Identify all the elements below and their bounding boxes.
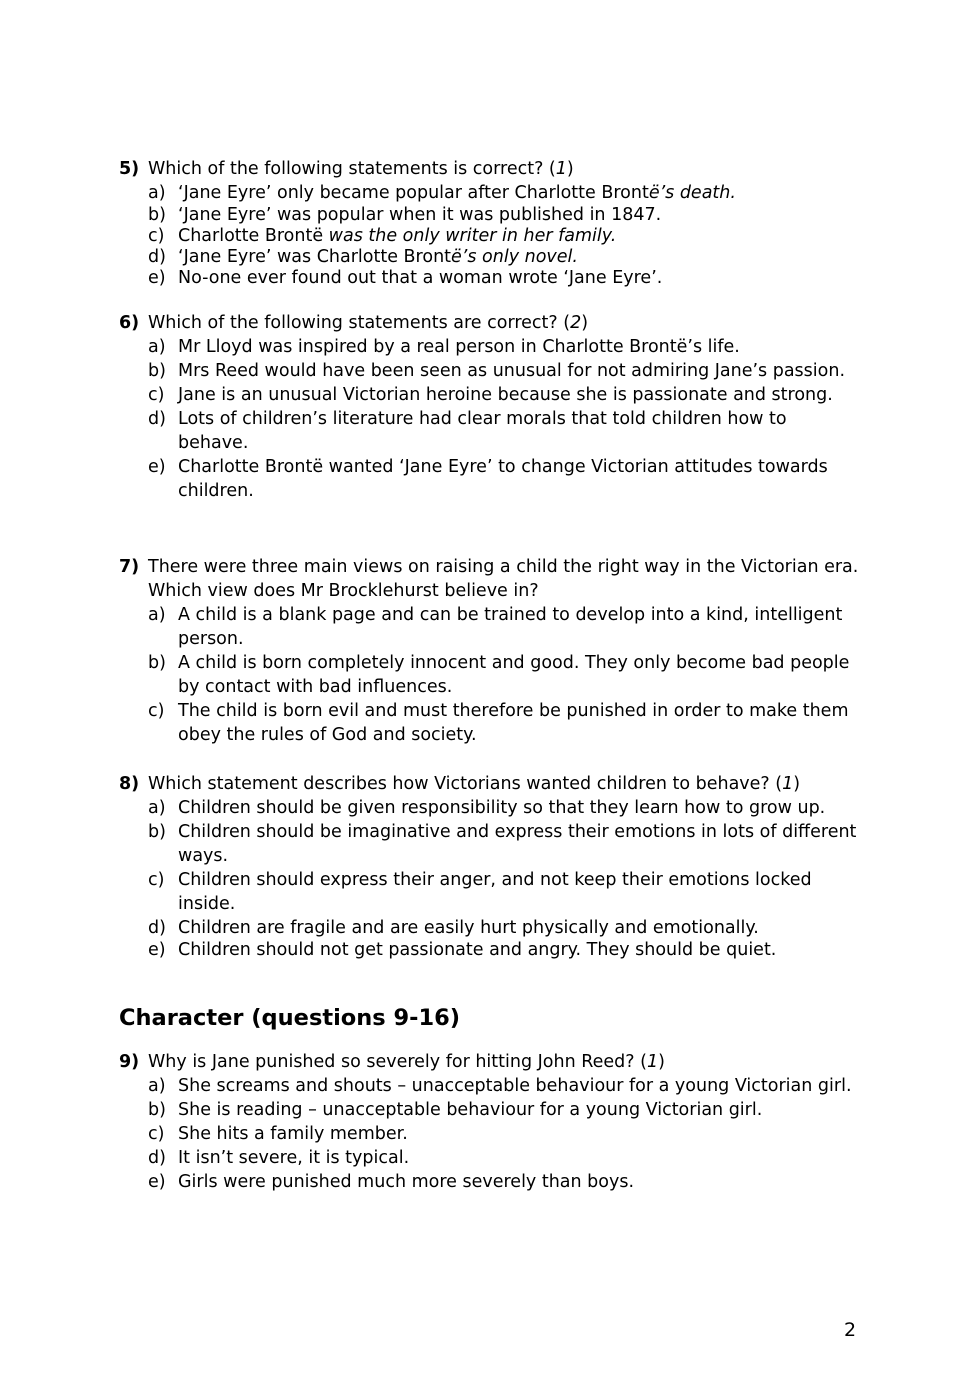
option-letter: b) bbox=[148, 361, 166, 381]
option-text: Children should be given responsibility so that they learn how to grow up. bbox=[178, 798, 826, 818]
option-text: It isn’t severe, it is typical. bbox=[178, 1148, 410, 1168]
option-c bbox=[148, 226, 859, 247]
question-number: 7) bbox=[119, 557, 140, 577]
option-c bbox=[148, 699, 859, 747]
option-text: ‘Jane Eyre’ was Charlotte Brontë’s only novel. bbox=[178, 247, 578, 267]
option-text: Charlotte Brontë wanted ‘Jane Eyre’ to change Victorian attitudes towards children. bbox=[178, 457, 828, 501]
question-7 bbox=[119, 555, 859, 747]
section-heading: Character (questions 9-16) bbox=[119, 1005, 461, 1031]
option-text: ‘Jane Eyre’ only became popular after Charlotte Brontë’s death. bbox=[178, 183, 736, 203]
question-number: 8) bbox=[119, 774, 140, 794]
option-text: Children should not get passionate and angry. They should be quiet. bbox=[178, 940, 777, 960]
option-a bbox=[148, 335, 859, 359]
page-number: 2 bbox=[844, 1319, 857, 1341]
question-text: There were three main views on raising a child the right way in the Victorian era. Which view does Mr Brocklehurst believe in? bbox=[148, 557, 859, 601]
option-c bbox=[148, 1122, 859, 1146]
marks-value: 1 bbox=[555, 159, 567, 179]
option-e bbox=[148, 268, 859, 289]
option-b bbox=[148, 820, 859, 868]
question-5 bbox=[119, 157, 859, 289]
option-text: Children should be imaginative and express their emotions in lots of different ways. bbox=[178, 822, 857, 866]
question-text: Which statement describes how Victorians wanted children to behave? (1) bbox=[148, 774, 801, 794]
question-8 bbox=[119, 772, 859, 961]
option-text: Children are fragile and are easily hurt physically and emotionally. bbox=[178, 918, 759, 938]
option-a bbox=[148, 603, 859, 651]
option-letter: a) bbox=[148, 1076, 166, 1096]
option-a bbox=[148, 181, 859, 205]
option-text: Mrs Reed would have been seen as unusual for not admiring Jane’s passion. bbox=[178, 361, 846, 381]
option-d bbox=[148, 1146, 859, 1170]
question-number: 9) bbox=[119, 1052, 140, 1072]
option-b bbox=[148, 1098, 859, 1122]
option-letter: e) bbox=[148, 1172, 166, 1192]
question-stem bbox=[119, 1050, 859, 1074]
option-letter: a) bbox=[148, 337, 166, 357]
option-letter: c) bbox=[148, 226, 165, 246]
question-stem bbox=[119, 555, 859, 603]
marks-value: 2 bbox=[570, 313, 582, 333]
option-d bbox=[148, 916, 859, 940]
option-letter: a) bbox=[148, 605, 166, 625]
option-letter: b) bbox=[148, 653, 166, 673]
marks-value: 1 bbox=[646, 1052, 659, 1072]
option-text: The child is born evil and must therefore be punished in order to make them obey the rules of God and society. bbox=[178, 701, 849, 745]
question-text: Which of the following statements are correct? (2) bbox=[148, 313, 589, 333]
question-number: 5) bbox=[119, 159, 140, 179]
option-a bbox=[148, 796, 859, 820]
option-letter: a) bbox=[148, 798, 166, 818]
option-text: Charlotte Brontë was the only writer in her family. bbox=[178, 226, 617, 246]
question-stem bbox=[119, 157, 859, 181]
option-text: A child is a blank page and can be trained to develop into a kind, intelligent person. bbox=[178, 605, 843, 649]
option-letter: d) bbox=[148, 918, 166, 938]
option-text: She hits a family member. bbox=[178, 1124, 408, 1144]
option-text: Girls were punished much more severely than boys. bbox=[178, 1172, 635, 1192]
option-text: She screams and shouts – unacceptable behaviour for a young Victorian girl. bbox=[178, 1076, 852, 1096]
option-letter: e) bbox=[148, 940, 166, 960]
option-e bbox=[148, 940, 859, 961]
option-letter: c) bbox=[148, 1124, 165, 1144]
option-text: Lots of children’s literature had clear morals that told children how to behave. bbox=[178, 409, 787, 453]
option-letter: c) bbox=[148, 701, 165, 721]
question-6 bbox=[119, 311, 859, 503]
option-text: Children should express their anger, and not keep their emotions locked inside. bbox=[178, 870, 812, 914]
option-letter: e) bbox=[148, 268, 166, 288]
marks-value: 1 bbox=[782, 774, 794, 794]
option-letter: c) bbox=[148, 385, 165, 405]
option-e bbox=[148, 1170, 859, 1194]
option-text: Jane is an unusual Victorian heroine because she is passionate and strong. bbox=[178, 385, 833, 405]
option-text: ‘Jane Eyre’ was popular when it was published in 1847. bbox=[178, 205, 662, 225]
option-letter: d) bbox=[148, 409, 166, 429]
option-letter: b) bbox=[148, 1100, 166, 1120]
option-list bbox=[119, 1074, 859, 1194]
option-letter: b) bbox=[148, 822, 166, 842]
option-a bbox=[148, 1074, 859, 1098]
question-text: Which of the following statements is correct? (1) bbox=[148, 159, 574, 179]
option-list bbox=[119, 181, 859, 289]
question-9 bbox=[119, 1050, 859, 1194]
option-c bbox=[148, 383, 859, 407]
question-stem bbox=[119, 311, 859, 335]
option-letter: a) bbox=[148, 183, 166, 203]
question-stem bbox=[119, 772, 859, 796]
question-text: Why is Jane punished so severely for hitting John Reed? (1) bbox=[148, 1052, 665, 1072]
option-letter: d) bbox=[148, 247, 166, 267]
option-b bbox=[148, 359, 859, 383]
option-list bbox=[119, 603, 859, 747]
option-text: Mr Lloyd was inspired by a real person in Charlotte Brontë’s life. bbox=[178, 337, 740, 357]
option-letter: e) bbox=[148, 457, 166, 477]
option-text: No-one ever found out that a woman wrote ‘Jane Eyre’. bbox=[178, 268, 663, 288]
option-text: A child is born completely innocent and good. They only become bad people by contact with bad influences. bbox=[178, 653, 850, 697]
option-letter: c) bbox=[148, 870, 165, 890]
option-letter: d) bbox=[148, 1148, 166, 1168]
option-list bbox=[119, 796, 859, 961]
option-letter: b) bbox=[148, 205, 166, 225]
option-d bbox=[148, 247, 859, 268]
option-c bbox=[148, 868, 859, 916]
option-list bbox=[119, 335, 859, 503]
option-text: She is reading – unacceptable behaviour for a young Victorian girl. bbox=[178, 1100, 763, 1120]
option-b bbox=[148, 651, 859, 699]
option-d bbox=[148, 407, 859, 455]
option-e bbox=[148, 455, 859, 503]
question-number: 6) bbox=[119, 313, 140, 333]
option-b bbox=[148, 205, 859, 226]
